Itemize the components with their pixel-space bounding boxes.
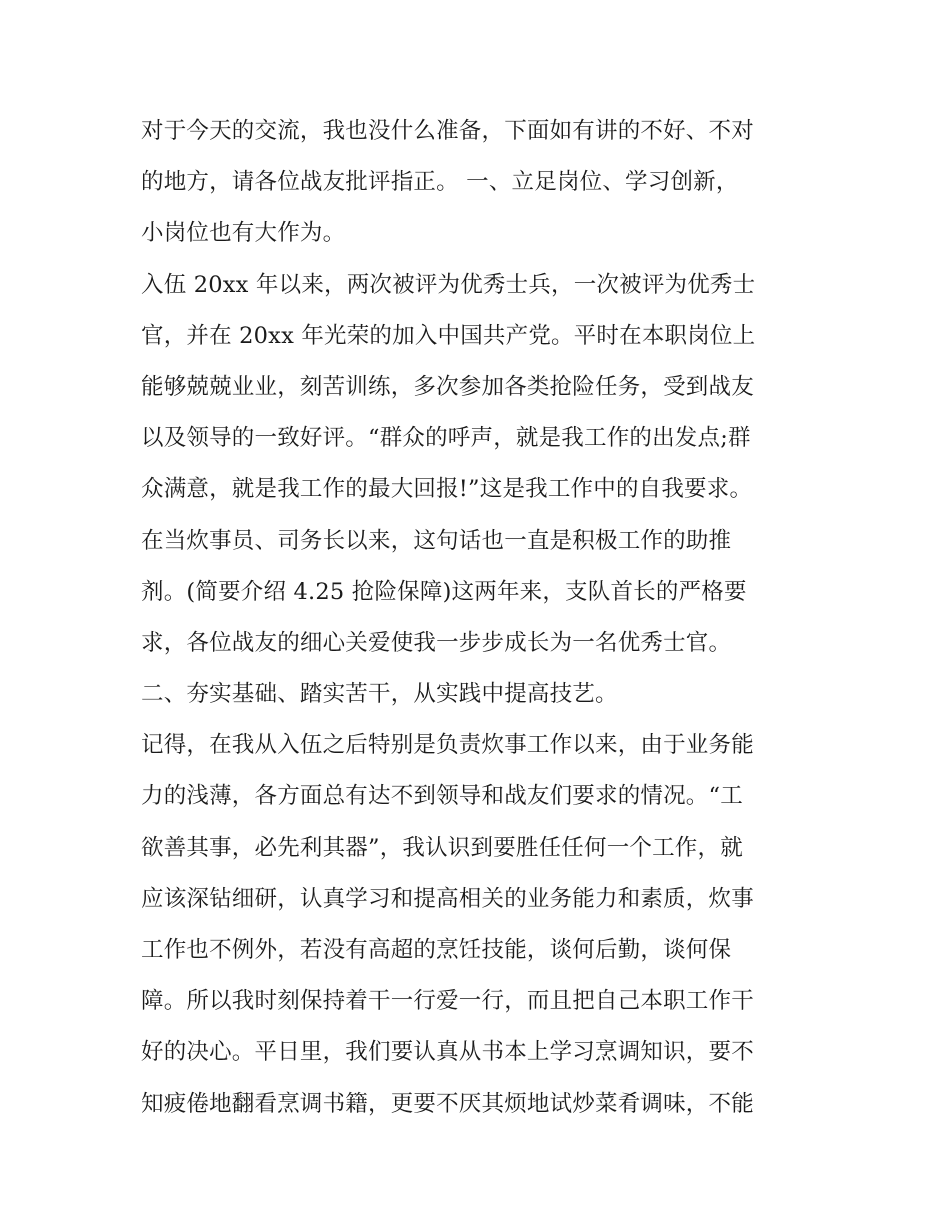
text-line: 能够兢兢业业，刻苦训练，多次参加各类抢险任务，受到战友 <box>141 373 754 400</box>
text-line: 官，并在 20xx 年光荣的加入中国共产党。平时在本职岗位上 <box>141 322 756 349</box>
text-line: 欲善其事，必先利其器”，我认识到要胜任任何一个工作，就 <box>141 834 743 861</box>
text-line: 在当炊事员、司务长以来，这句话也一直是积极工作的助推 <box>141 527 732 554</box>
body-text <box>141 106 821 1130</box>
text-line: 二、夯实基础、踏实苦干，从实践中提高技艺。 <box>141 681 618 708</box>
text-line: 众满意，就是我工作的最大回报!”这是我工作中的自我要求。 <box>141 476 753 503</box>
text-line: 工作也不例外，若没有高超的烹饪技能，谈何后勤，谈何保 <box>141 937 732 963</box>
text-line: 障。所以我时刻保持着干一行爱一行，而且把自己本职工作干 <box>141 988 754 1015</box>
text-line: 力的浅薄，各方面总有达不到领导和战友们要求的情况。“工 <box>141 783 743 810</box>
text-line: 剂。(简要介绍 4.25 抢险保障)这两年来，支队首长的严格要 <box>141 578 747 605</box>
text-line: 对于今天的交流，我也没什么准备，下面如有讲的不好、不对 <box>141 118 754 144</box>
text-line: 知疲倦地翻看烹调书籍，更要不厌其烦地试炒菜肴调味，不能 <box>141 1090 754 1117</box>
text-line: 好的决心。平日里，我们要认真从书本上学习烹调知识，要不 <box>141 1039 754 1066</box>
text-line: 应该深钻细研，认真学习和提高相关的业务能力和素质，炊事 <box>141 885 754 912</box>
text-line: 记得，在我从入伍之后特别是负责炊事工作以来，由于业务能 <box>141 732 754 759</box>
text-line: 的地方，请各位战友批评指正。 一、立足岗位、学习创新， <box>141 169 739 196</box>
text-line: 入伍 20xx 年以来，两次被评为优秀士兵，一次被评为优秀士 <box>141 271 756 298</box>
text-line: 以及领导的一致好评。“群众的呼声，就是我工作的出发点;群 <box>141 425 751 452</box>
text-line: 小岗位也有大作为。 <box>141 220 346 247</box>
text-line: 求，各位战友的细心关爱使我一步步成长为一名优秀士官。 <box>141 629 732 656</box>
